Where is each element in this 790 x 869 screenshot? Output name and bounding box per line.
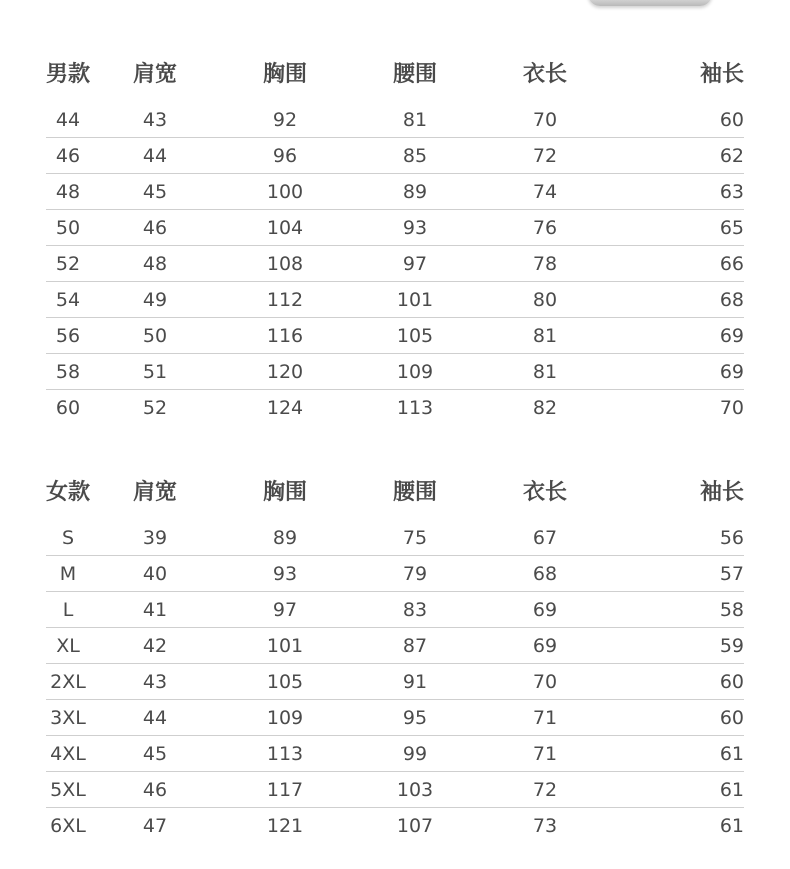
table-cell: 60 xyxy=(719,706,744,729)
table-cell: 105 xyxy=(396,324,434,347)
table-cell: 97 xyxy=(272,598,298,621)
table-cell: 101 xyxy=(396,288,434,311)
top-decorative-shape xyxy=(588,0,712,6)
table-cell: 4XL xyxy=(50,742,86,765)
table-cell: 46 xyxy=(55,144,81,167)
table-cell: M xyxy=(59,562,77,585)
table-cell: 69 xyxy=(532,634,558,657)
table-cell: 61 xyxy=(719,815,744,837)
table-cell: 99 xyxy=(402,742,428,765)
table-cell: 76 xyxy=(532,216,558,239)
table-cell: 70 xyxy=(532,670,558,693)
men-header-chest: 胸围 xyxy=(262,61,307,87)
table-row xyxy=(46,700,744,736)
men-header-length: 衣长 xyxy=(522,61,567,87)
table-cell: 45 xyxy=(142,180,168,203)
table-cell: 108 xyxy=(266,252,304,275)
table-row xyxy=(46,210,744,246)
table-cell: 71 xyxy=(532,742,558,765)
table-cell: 74 xyxy=(532,180,558,203)
table-cell: 105 xyxy=(266,670,304,693)
table-cell: 49 xyxy=(142,288,168,311)
table-cell: 3XL xyxy=(50,706,86,729)
table-cell: 43 xyxy=(142,108,168,131)
men-header-size: 男款 xyxy=(46,61,91,87)
women-header-waist: 腰围 xyxy=(392,479,437,505)
table-row xyxy=(46,390,744,426)
men-size-table xyxy=(46,52,744,426)
table-row xyxy=(46,628,744,664)
table-cell: 42 xyxy=(142,634,168,657)
table-cell: 92 xyxy=(272,108,298,131)
table-cell: 95 xyxy=(402,706,428,729)
table-cell: 43 xyxy=(142,670,168,693)
table-cell: 44 xyxy=(142,144,168,167)
table-cell: 81 xyxy=(402,108,428,131)
table-cell: 65 xyxy=(719,216,744,239)
table-cell: 72 xyxy=(532,144,558,167)
table-cell: 78 xyxy=(532,252,558,275)
table-cell: 62 xyxy=(719,144,744,167)
women-header-length: 衣长 xyxy=(522,479,567,505)
table-cell: 69 xyxy=(532,598,558,621)
table-cell: 96 xyxy=(272,144,298,167)
table-cell: L xyxy=(62,598,74,621)
table-cell: 59 xyxy=(719,634,744,657)
table-cell: 44 xyxy=(142,706,168,729)
women-header-shoulder: 肩宽 xyxy=(132,479,177,505)
women-header-row xyxy=(46,470,744,510)
table-cell: 63 xyxy=(719,180,744,203)
table-row xyxy=(46,808,744,844)
table-row xyxy=(46,736,744,772)
table-cell: 60 xyxy=(55,397,81,419)
table-cell: 67 xyxy=(532,526,558,549)
table-cell: 47 xyxy=(142,815,168,837)
table-cell: 80 xyxy=(532,288,558,311)
table-cell: 68 xyxy=(532,562,558,585)
table-cell: 89 xyxy=(272,526,298,549)
table-cell: 101 xyxy=(266,634,304,657)
table-cell: 109 xyxy=(396,360,434,383)
women-size-table xyxy=(46,470,744,844)
table-cell: 112 xyxy=(266,288,304,311)
table-cell: 48 xyxy=(55,180,81,203)
table-cell: 52 xyxy=(55,252,81,275)
table-cell: 61 xyxy=(719,742,744,765)
men-header-shoulder: 肩宽 xyxy=(132,61,177,87)
table-cell: 69 xyxy=(719,324,744,347)
table-row xyxy=(46,318,744,354)
men-header-row xyxy=(46,52,744,92)
table-cell: 82 xyxy=(532,397,558,419)
table-cell: 109 xyxy=(266,706,304,729)
table-cell: 5XL xyxy=(50,778,86,801)
table-cell: 124 xyxy=(266,397,304,419)
table-cell: 93 xyxy=(402,216,428,239)
table-cell: 107 xyxy=(396,815,434,837)
table-cell: 113 xyxy=(396,397,434,419)
table-cell: 46 xyxy=(142,216,168,239)
table-cell: 71 xyxy=(532,706,558,729)
table-cell: S xyxy=(61,526,75,549)
table-row xyxy=(46,354,744,390)
table-cell: 57 xyxy=(719,562,744,585)
table-cell: 103 xyxy=(396,778,434,801)
table-cell: 48 xyxy=(142,252,168,275)
men-header-sleeve: 袖长 xyxy=(699,61,744,87)
table-cell: 81 xyxy=(532,360,558,383)
table-cell: 56 xyxy=(55,324,81,347)
table-cell: 97 xyxy=(402,252,428,275)
table-cell: 60 xyxy=(719,108,744,131)
table-cell: 85 xyxy=(402,144,428,167)
table-row xyxy=(46,102,744,138)
table-cell: 70 xyxy=(532,108,558,131)
table-cell: 81 xyxy=(532,324,558,347)
table-cell: 56 xyxy=(719,526,744,549)
table-row xyxy=(46,246,744,282)
table-cell: 66 xyxy=(719,252,744,275)
table-cell: 61 xyxy=(719,778,744,801)
table-cell: 104 xyxy=(266,216,304,239)
table-cell: 100 xyxy=(266,180,304,203)
table-cell: 93 xyxy=(272,562,298,585)
table-cell: 116 xyxy=(266,324,304,347)
table-cell: 68 xyxy=(719,288,744,311)
table-cell: 6XL xyxy=(50,815,86,837)
table-cell: 52 xyxy=(142,397,168,419)
table-row xyxy=(46,282,744,318)
table-row xyxy=(46,174,744,210)
table-cell: 70 xyxy=(719,397,744,419)
women-header-chest: 胸围 xyxy=(262,479,307,505)
table-cell: 46 xyxy=(142,778,168,801)
table-cell: XL xyxy=(56,634,80,657)
table-cell: 83 xyxy=(402,598,428,621)
table-row xyxy=(46,556,744,592)
table-cell: 39 xyxy=(142,526,168,549)
women-header-sleeve: 袖长 xyxy=(699,479,744,505)
table-cell: 117 xyxy=(266,778,304,801)
table-cell: 58 xyxy=(719,598,744,621)
table-cell: 89 xyxy=(402,180,428,203)
table-cell: 72 xyxy=(532,778,558,801)
table-cell: 50 xyxy=(142,324,168,347)
table-cell: 50 xyxy=(55,216,81,239)
table-cell: 44 xyxy=(55,108,81,131)
men-header-waist: 腰围 xyxy=(392,61,437,87)
table-cell: 60 xyxy=(719,670,744,693)
table-cell: 113 xyxy=(266,742,304,765)
table-cell: 121 xyxy=(266,815,304,837)
women-header-size: 女款 xyxy=(46,479,91,505)
table-cell: 2XL xyxy=(50,670,86,693)
table-row xyxy=(46,138,744,174)
table-cell: 91 xyxy=(402,670,428,693)
table-cell: 41 xyxy=(142,598,168,621)
table-cell: 54 xyxy=(55,288,81,311)
table-cell: 79 xyxy=(402,562,428,585)
table-row xyxy=(46,772,744,808)
table-row xyxy=(46,592,744,628)
table-cell: 87 xyxy=(402,634,428,657)
table-row xyxy=(46,520,744,556)
table-cell: 73 xyxy=(532,815,558,837)
table-cell: 51 xyxy=(142,360,168,383)
table-cell: 40 xyxy=(142,562,168,585)
table-cell: 75 xyxy=(402,526,428,549)
table-cell: 58 xyxy=(55,360,81,383)
table-cell: 120 xyxy=(266,360,304,383)
table-row xyxy=(46,664,744,700)
table-cell: 45 xyxy=(142,742,168,765)
table-cell: 69 xyxy=(719,360,744,383)
